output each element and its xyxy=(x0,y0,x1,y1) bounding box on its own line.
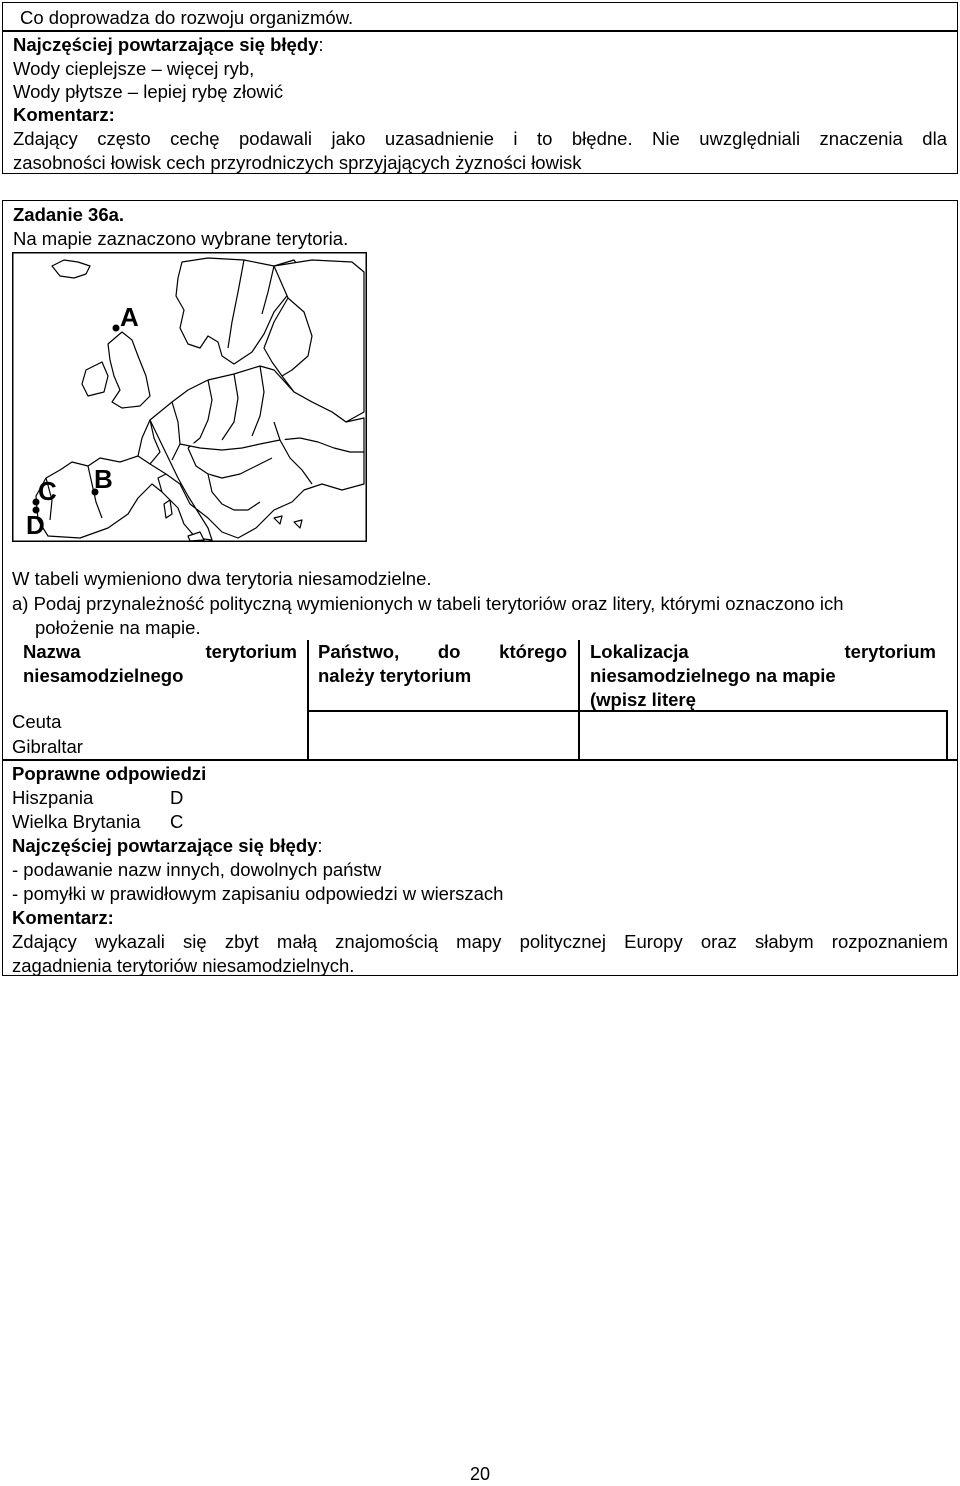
state-answer-field[interactable] xyxy=(310,711,576,734)
header-territory: Nazwa terytorium niesamodzielnego xyxy=(23,641,297,686)
instruction-line: a) Podaj przynależność polityczną wymienionych w tabeli terytoriów oraz litery, którymi oznaczono ich xyxy=(12,593,844,614)
location-answer-field[interactable] xyxy=(581,711,945,734)
table-row xyxy=(12,710,302,734)
task-title: Zadanie 36a. xyxy=(13,204,125,225)
comment-heading: Komentarz: xyxy=(12,907,114,928)
sardinia-outline xyxy=(164,500,172,518)
error-item: - podawanie nazw innych, dowolnych państw xyxy=(12,859,382,880)
answer-row: Hiszpania D xyxy=(12,787,184,808)
error-item: - pomyłki w prawidłowym zapisaniu odpowiedzi w wierszach xyxy=(12,883,504,904)
table-intro: W tabeli wymieniono dwa terytoria niesamodzielne. xyxy=(12,568,432,589)
europe-map xyxy=(12,252,367,542)
marker-label-a: A xyxy=(120,302,139,332)
comment-text: zasobności łowisk cech przyrodniczych sprzyjających żyzności łowisk xyxy=(13,152,582,173)
territory-name: Ceuta xyxy=(12,711,62,732)
marker-label-b: B xyxy=(94,464,113,494)
previous-task-box xyxy=(2,2,958,174)
answers-heading: Poprawne odpowiedzi xyxy=(12,763,207,784)
instruction-line: położenie na mapie. xyxy=(35,617,201,638)
errors-heading: Najczęściej powtarzające się błędy: xyxy=(12,835,323,856)
marker-a-dot xyxy=(113,325,120,332)
location-answer-field[interactable] xyxy=(581,736,945,759)
comment-text: zagadnienia terytoriów niesamodzielnych. xyxy=(12,955,355,976)
answer-row: Wielka Brytania C xyxy=(12,811,184,832)
header-location: Lokalizacja terytorium niesamodzielnego na mapie (wpisz literę xyxy=(590,641,936,710)
task-intro: Na mapie zaznaczono wybrane terytoria. xyxy=(13,228,349,249)
marker-label-c: C xyxy=(38,476,57,506)
marker-label-d: D xyxy=(26,510,45,540)
comment-text: Zdający często cechę podawali jako uzasadnienie i to błędne. Nie uwzględniali znaczenia dla xyxy=(13,128,947,149)
error-item: Wody płytsze – lepiej rybę złowić xyxy=(13,81,284,102)
table-row xyxy=(12,735,302,759)
header-state: Państwo, do którego należy terytorium xyxy=(318,641,567,686)
errors-heading: Najczęściej powtarzające się błędy: xyxy=(13,34,324,55)
comment-text: Zdający wykazali się zbyt małą znajomością mapy politycznej Europy oraz słabym rozpoznaniem xyxy=(12,931,948,952)
previous-task-line: Co doprowadza do rozwoju organizmów. xyxy=(20,7,354,28)
page-number: 20 xyxy=(469,1464,491,1484)
state-answer-field[interactable] xyxy=(310,736,576,759)
comment-heading: Komentarz: xyxy=(13,104,115,125)
territory-name: Gibraltar xyxy=(12,736,83,757)
error-item: Wody cieplejsze – więcej ryb, xyxy=(13,58,255,79)
